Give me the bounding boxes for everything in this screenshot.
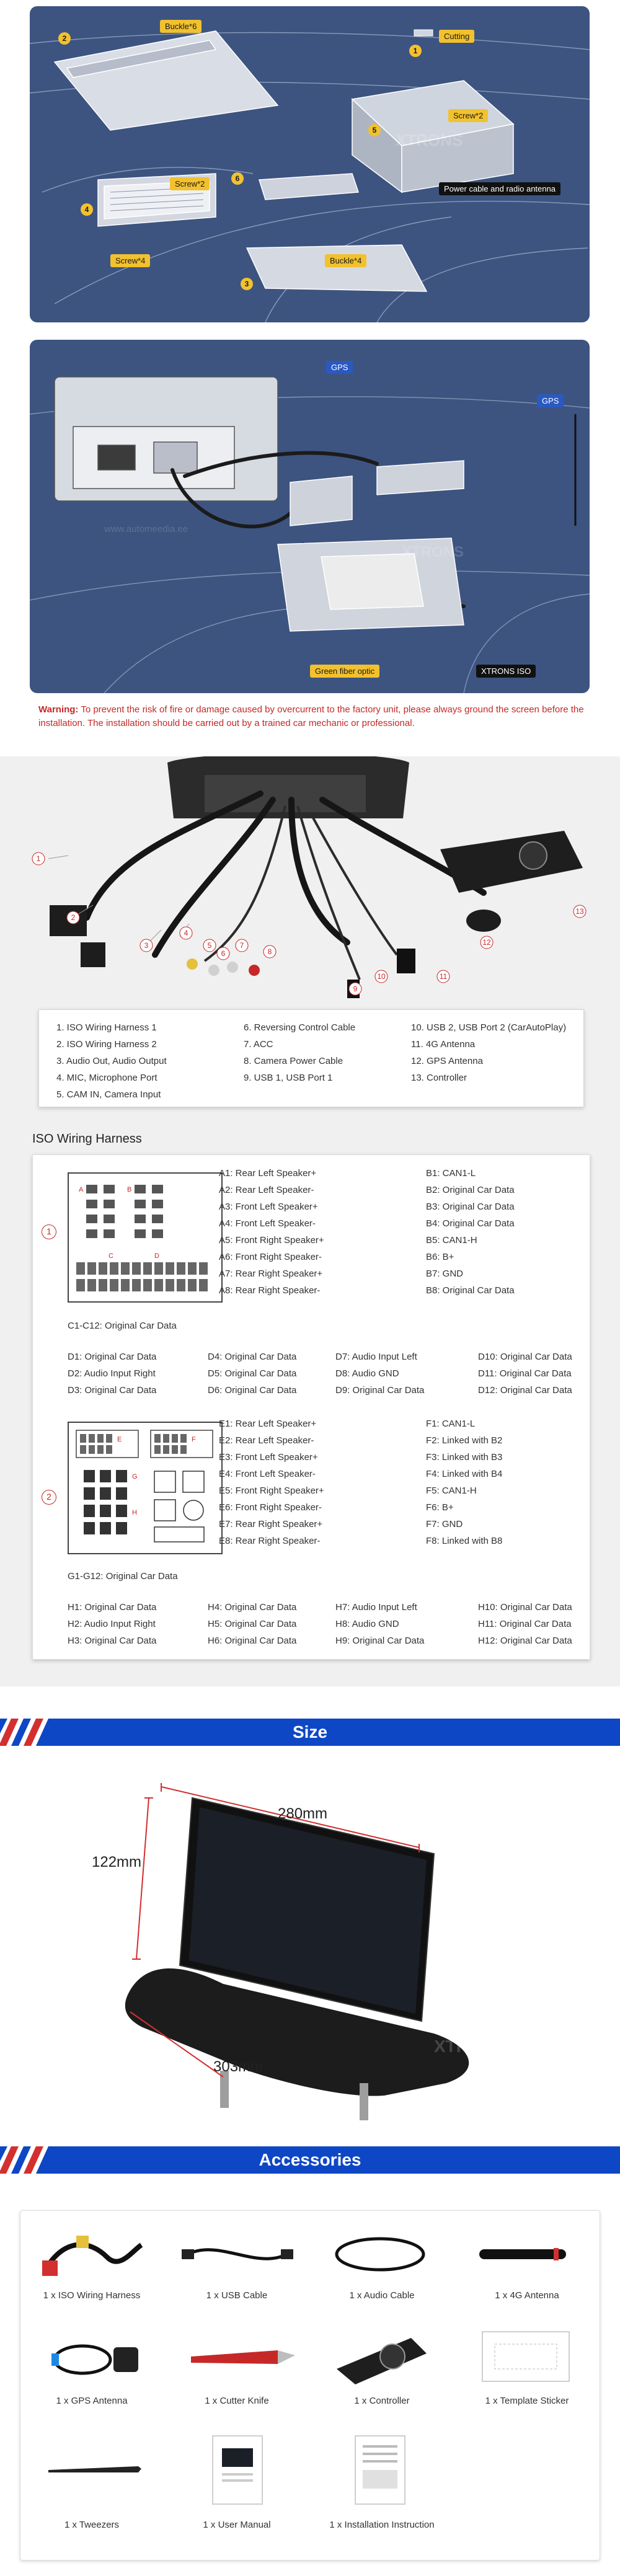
pin-desc: E4: Front Left Speaker- bbox=[219, 1469, 316, 1479]
pin-desc: A4: Front Left Speaker- bbox=[219, 1218, 316, 1229]
label-screw2-mid: Screw*2 bbox=[170, 177, 210, 190]
parts-item: 2. ISO Wiring Harness 2 bbox=[56, 1039, 157, 1050]
part-number: 7 bbox=[239, 941, 244, 950]
pin-desc: H3: Original Car Data bbox=[68, 1635, 157, 1646]
template-sticker-image bbox=[479, 2329, 572, 2384]
pin-desc: D11: Original Car Data bbox=[478, 1368, 572, 1379]
step-number: 3 bbox=[241, 278, 253, 290]
pin-desc: H2: Audio Input Right bbox=[68, 1619, 156, 1629]
pin-desc: D3: Original Car Data bbox=[68, 1385, 157, 1396]
part-number: 4 bbox=[184, 929, 188, 937]
installation-instruction-image bbox=[349, 2433, 411, 2507]
pin-desc: H4: Original Car Data bbox=[208, 1602, 297, 1613]
install-diagram-2 bbox=[30, 340, 590, 693]
dashboard-disassembly-drawing bbox=[30, 6, 590, 322]
label-xtrons-iso: XTRONS ISO bbox=[476, 665, 536, 678]
iso-wiring-panel bbox=[32, 1154, 590, 1660]
pin-list-d3 bbox=[335, 1348, 424, 1399]
part-number: 9 bbox=[353, 985, 358, 993]
pin-desc: A3: Front Left Speaker+ bbox=[219, 1202, 318, 1212]
label-buckle6: Buckle*6 bbox=[160, 20, 202, 33]
step-number: 6 bbox=[231, 172, 244, 185]
gps-antenna-image bbox=[45, 2335, 144, 2384]
accessory-label: 1 x Tweezers bbox=[64, 2520, 120, 2530]
pin-desc: B2: Original Car Data bbox=[426, 1185, 515, 1195]
unit-wiring-drawing bbox=[30, 340, 590, 693]
user-manual-image bbox=[206, 2433, 268, 2507]
step-number: 2 bbox=[58, 32, 71, 45]
pin-desc: F6: B+ bbox=[426, 1502, 454, 1513]
accessory-label: 1 x 4G Antenna bbox=[495, 2290, 559, 2301]
size-banner bbox=[0, 1719, 620, 1746]
watermark-brand: XTRONS bbox=[434, 2037, 507, 2056]
parts-item: 11. 4G Antenna bbox=[411, 1039, 476, 1050]
accessories-title: Accessories bbox=[259, 2150, 361, 2169]
label-gps-right: GPS bbox=[537, 394, 564, 407]
install-diagram-1 bbox=[30, 6, 590, 322]
pin-desc: D7: Audio Input Left bbox=[335, 1352, 417, 1362]
pin-desc: D8: Audio GND bbox=[335, 1368, 399, 1379]
pin-desc: B8: Original Car Data bbox=[426, 1285, 515, 1296]
accessory-label: 1 x ISO Wiring Harness bbox=[43, 2290, 141, 2301]
accessories-panel bbox=[20, 2210, 600, 2561]
pin-desc: E1: Rear Left Speaker+ bbox=[219, 1419, 317, 1429]
pin-desc: H5: Original Car Data bbox=[208, 1619, 297, 1629]
harness-photo bbox=[0, 756, 620, 1004]
pin-list-d2 bbox=[208, 1348, 296, 1399]
pin-desc: E2: Rear Left Speaker- bbox=[219, 1435, 314, 1446]
accessory-label: 1 x User Manual bbox=[203, 2520, 271, 2530]
part-number: 3 bbox=[144, 941, 149, 950]
pin-desc: H10: Original Car Data bbox=[478, 1602, 572, 1613]
pin-desc: B7: GND bbox=[426, 1268, 464, 1279]
dimension-width: 280mm bbox=[278, 1805, 328, 1822]
pin-list-a bbox=[219, 1165, 324, 1299]
pin-desc: A8: Rear Right Speaker- bbox=[219, 1285, 321, 1296]
pin-desc: D6: Original Car Data bbox=[208, 1385, 297, 1396]
c-caption: C1-C12: Original Car Data bbox=[68, 1321, 177, 1331]
connector-2-pinout bbox=[68, 1422, 223, 1554]
pin-list-b bbox=[426, 1165, 515, 1299]
parts-col-1 bbox=[56, 1019, 167, 1103]
pin-desc: D5: Original Car Data bbox=[208, 1368, 297, 1379]
pin-desc: H9: Original Car Data bbox=[335, 1635, 425, 1646]
parts-item: 7. ACC bbox=[244, 1039, 273, 1050]
pin-desc: F5: CAN1-H bbox=[426, 1485, 477, 1496]
parts-item: 13. Controller bbox=[411, 1073, 467, 1083]
connector-marker: 2 bbox=[42, 1490, 56, 1505]
label-screw4: Screw*4 bbox=[110, 254, 150, 267]
accessory-label: 1 x Controller bbox=[354, 2396, 410, 2406]
pin-list-h4 bbox=[478, 1599, 572, 1649]
pin-list-h3 bbox=[335, 1599, 424, 1649]
4g-antenna-image bbox=[467, 2242, 578, 2267]
label-gps-left: GPS bbox=[326, 361, 353, 374]
parts-item: 5. CAM IN, Camera Input bbox=[56, 1089, 161, 1100]
pin-desc: A5: Front Right Speaker+ bbox=[219, 1235, 324, 1246]
pin-desc: D2: Audio Input Right bbox=[68, 1368, 156, 1379]
pin-list-d4 bbox=[478, 1348, 572, 1399]
pin-desc: H11: Original Car Data bbox=[478, 1619, 572, 1629]
pin-list-h2 bbox=[208, 1599, 296, 1649]
controller-image bbox=[330, 2326, 430, 2388]
pin-desc: E3: Front Left Speaker+ bbox=[219, 1452, 318, 1463]
parts-item: 6. Reversing Control Cable bbox=[244, 1022, 356, 1033]
iso-heading: ISO Wiring Harness bbox=[32, 1132, 142, 1146]
parts-item: 8. Camera Power Cable bbox=[244, 1056, 343, 1066]
install-warning bbox=[38, 703, 584, 730]
audio-cable-image bbox=[324, 2233, 436, 2276]
pin-desc: H1: Original Car Data bbox=[68, 1602, 157, 1613]
pin-desc: A7: Rear Right Speaker+ bbox=[219, 1268, 323, 1279]
g-caption: G1-G12: Original Car Data bbox=[68, 1571, 178, 1582]
parts-item: 3. Audio Out, Audio Output bbox=[56, 1056, 167, 1066]
pin-desc: F7: GND bbox=[426, 1519, 463, 1529]
pin-list-h1 bbox=[68, 1599, 156, 1649]
pin-desc: E7: Rear Right Speaker+ bbox=[219, 1519, 323, 1529]
part-number: 10 bbox=[377, 972, 386, 981]
iso-harness-image bbox=[39, 2226, 144, 2282]
pin-desc: D1: Original Car Data bbox=[68, 1352, 157, 1362]
pin-desc: H7: Audio Input Left bbox=[335, 1602, 417, 1613]
pin-letter: F bbox=[192, 1436, 196, 1443]
pin-letter: D bbox=[154, 1252, 159, 1260]
part-number: 13 bbox=[575, 907, 584, 916]
accessory-label: 1 x GPS Antenna bbox=[56, 2396, 128, 2406]
accessory-label: 1 x USB Cable bbox=[206, 2290, 268, 2301]
pin-desc: F1: CAN1-L bbox=[426, 1419, 476, 1429]
watermark-site: www.automeedia.ee bbox=[104, 524, 188, 534]
parts-item: 10. USB 2, USB Port 2 (CarAutoPlay) bbox=[411, 1022, 567, 1033]
pin-desc: E8: Rear Right Speaker- bbox=[219, 1536, 321, 1546]
parts-item: 4. MIC, Microphone Port bbox=[56, 1073, 157, 1083]
parts-item: 1. ISO Wiring Harness 1 bbox=[56, 1022, 157, 1033]
pin-desc: B6: B+ bbox=[426, 1252, 454, 1262]
step-number: 4 bbox=[81, 203, 93, 216]
label-cutting: Cutting bbox=[439, 30, 474, 43]
dimension-depth: 303mm bbox=[213, 2058, 264, 2075]
warning-text: To prevent the risk of fire or damage caused by overcurrent to the factory unit, please always ground the screen before the installation. The installation should be carried out by a trained car mechanic or professional. bbox=[38, 704, 584, 728]
parts-list bbox=[38, 1009, 584, 1107]
pin-desc: B1: CAN1-L bbox=[426, 1168, 476, 1179]
step-number: 5 bbox=[368, 124, 381, 136]
pin-desc: H6: Original Car Data bbox=[208, 1635, 297, 1646]
usb-cable-image bbox=[182, 2236, 293, 2273]
parts-item: 12. GPS Antenna bbox=[411, 1056, 483, 1066]
pin-letter: A bbox=[79, 1186, 84, 1193]
pin-desc: H12: Original Car Data bbox=[478, 1635, 572, 1646]
part-number: 12 bbox=[482, 938, 491, 947]
pin-desc: D12: Original Car Data bbox=[478, 1385, 572, 1396]
parts-col-2 bbox=[244, 1019, 355, 1086]
pin-desc: E5: Front Right Speaker+ bbox=[219, 1485, 324, 1496]
connector-marker: 1 bbox=[42, 1224, 56, 1239]
warning-prefix: Warning: bbox=[38, 704, 79, 715]
pin-letter: B bbox=[127, 1186, 132, 1193]
accessory-label: 1 x Installation Instruction bbox=[329, 2520, 435, 2530]
parts-item: 9. USB 1, USB Port 1 bbox=[244, 1073, 333, 1083]
pin-desc: B3: Original Car Data bbox=[426, 1202, 515, 1212]
dimension-height: 122mm bbox=[92, 1854, 142, 1870]
pin-desc: D4: Original Car Data bbox=[208, 1352, 297, 1362]
part-number: 11 bbox=[439, 972, 448, 981]
connector-1-pinout bbox=[68, 1172, 223, 1303]
accessory-label: 1 x Audio Cable bbox=[349, 2290, 415, 2301]
accessory-label: 1 x Cutter Knife bbox=[205, 2396, 269, 2406]
size-title: Size bbox=[292, 1722, 328, 1742]
tweezers-image bbox=[45, 2459, 144, 2484]
pin-letter: H bbox=[132, 1509, 137, 1516]
part-number: 6 bbox=[221, 949, 226, 958]
pin-desc: A6: Front Right Speaker- bbox=[219, 1252, 322, 1262]
step-number: 1 bbox=[409, 45, 422, 57]
pin-desc: B4: Original Car Data bbox=[426, 1218, 515, 1229]
accessory-label: 1 x Template Sticker bbox=[485, 2396, 569, 2406]
accessories-banner bbox=[0, 2146, 620, 2174]
part-number: 1 bbox=[36, 854, 41, 863]
pin-desc: B5: CAN1-H bbox=[426, 1235, 477, 1246]
pin-letter: E bbox=[117, 1436, 122, 1443]
pin-letter: C bbox=[108, 1252, 113, 1260]
pin-desc: F8: Linked with B8 bbox=[426, 1536, 503, 1546]
pin-desc: F3: Linked with B3 bbox=[426, 1452, 503, 1463]
pin-list-d1 bbox=[68, 1348, 156, 1399]
cutter-knife-image bbox=[185, 2344, 296, 2375]
label-buckle4: Buckle*4 bbox=[325, 254, 366, 267]
label-power-cable: Power cable and radio antenna bbox=[439, 182, 560, 195]
pin-desc: F2: Linked with B2 bbox=[426, 1435, 503, 1446]
label-green-fiber: Green fiber optic bbox=[310, 665, 379, 678]
pin-list-f bbox=[426, 1415, 502, 1549]
pin-list-e bbox=[219, 1415, 324, 1549]
label-screw2-top: Screw*2 bbox=[448, 109, 488, 122]
pin-desc: A1: Rear Left Speaker+ bbox=[219, 1168, 317, 1179]
watermark-brand: XTRONS bbox=[402, 544, 464, 560]
pin-desc: D10: Original Car Data bbox=[478, 1352, 572, 1362]
pin-desc: H8: Audio GND bbox=[335, 1619, 399, 1629]
pin-desc: A2: Rear Left Speaker- bbox=[219, 1185, 314, 1195]
part-number: 8 bbox=[267, 947, 272, 956]
part-number: 2 bbox=[71, 913, 76, 922]
pin-desc: D9: Original Car Data bbox=[335, 1385, 425, 1396]
pin-letter: G bbox=[132, 1473, 138, 1481]
pin-desc: F4: Linked with B4 bbox=[426, 1469, 503, 1479]
parts-col-3 bbox=[411, 1019, 566, 1086]
part-number: 5 bbox=[207, 941, 212, 950]
watermark-brand: XTRONS bbox=[396, 131, 463, 149]
pin-desc: E6: Front Right Speaker- bbox=[219, 1502, 322, 1513]
